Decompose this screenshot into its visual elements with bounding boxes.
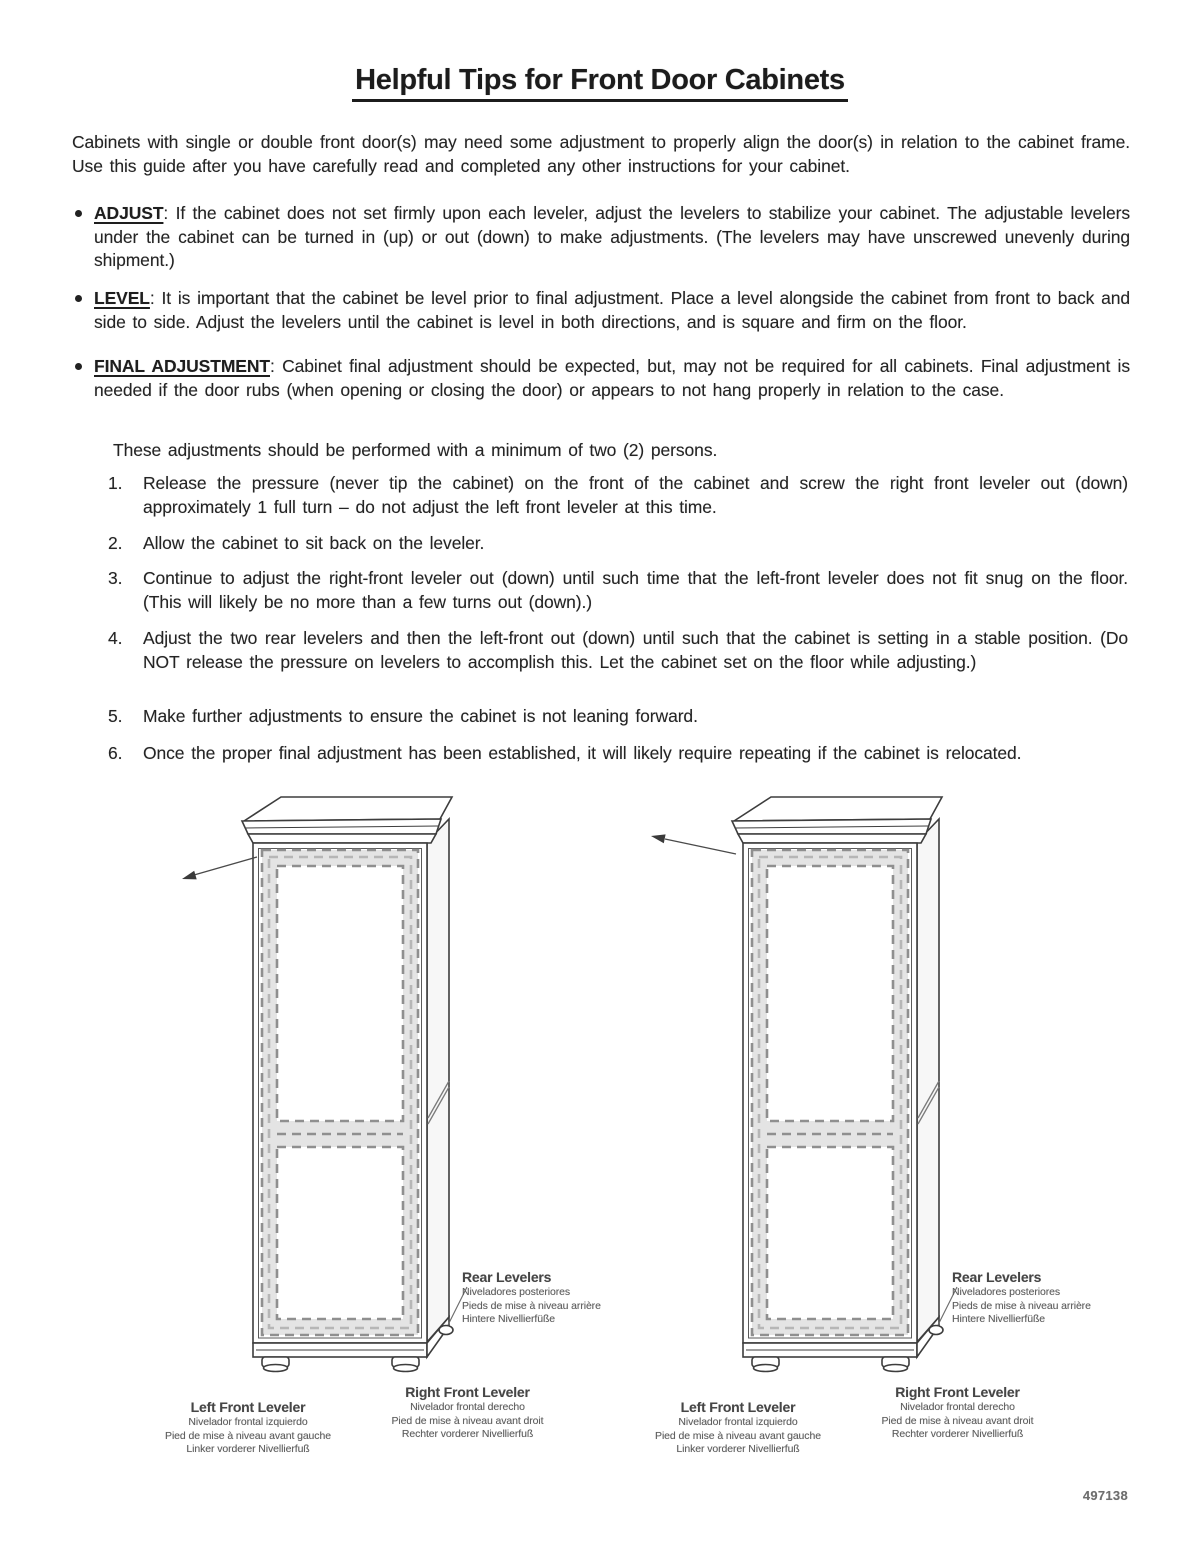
label-title: Left Front Leveler: [680, 1399, 796, 1415]
bullet-level: [74, 287, 1130, 334]
step-4: [108, 627, 1128, 674]
label-translation: Pieds de mise à niveau arrière: [462, 1299, 601, 1312]
label-translation: Pied de mise à niveau avant gauche: [655, 1429, 821, 1442]
step-number: 6.: [108, 743, 123, 763]
bullet-text: : It is important that the cabinet be level prior to final adjustment. Place a level alongside the cabinet from front to back and side to side. Adjust the levelers until the cabinet is level in both directions, and is square and firm on the floor.: [94, 288, 1130, 332]
label-title: Rear Levelers: [462, 1269, 552, 1285]
label-translation: Hintere Nivellierfüße: [952, 1313, 1046, 1325]
label-translation: Niveladores posteriores: [462, 1286, 571, 1298]
step-text: Make further adjustments to ensure the cabinet is not leaning forward.: [143, 706, 698, 726]
bullet-dot: [75, 363, 82, 370]
step-2: [108, 532, 1128, 556]
step-3: [108, 567, 1128, 614]
step-text: Once the proper final adjustment has been established, it will likely require repeating if the cabinet is relocated.: [143, 743, 1022, 763]
cabinet-diagram: [640, 790, 985, 1400]
label-translation: Pied de mise à niveau avant droit: [881, 1414, 1034, 1427]
bullet-dot: [75, 295, 82, 302]
step-5: [108, 705, 1128, 729]
label-translation: Pied de mise à niveau avant droit: [391, 1414, 544, 1427]
label-title: Rear Levelers: [952, 1269, 1042, 1285]
label-translation: Niveladores posteriores: [952, 1286, 1061, 1298]
step-number: 1.: [108, 473, 123, 493]
step-number: 3.: [108, 568, 123, 588]
figure-right-cabinet: [640, 790, 1091, 1490]
label-translation: Nivelador frontal derecho: [900, 1401, 1015, 1413]
pointer-arrow-icon: [182, 857, 257, 879]
label-title: Left Front Leveler: [190, 1399, 306, 1415]
step-text: Release the pressure (never tip the cabinet) on the front of the cabinet and screw the right front leveler out (down) approximately 1 full turn – do not adjust the left front leveler at this time.: [143, 473, 1128, 517]
label-title: Right Front Leveler: [405, 1384, 530, 1400]
bullet-dot: [75, 210, 82, 217]
cabinet-diagram: [150, 790, 495, 1400]
label-right-front-leveler: [340, 1384, 595, 1442]
label-translation: Nivelador frontal izquierdo: [678, 1416, 798, 1428]
pointer-arrow-icon: [651, 834, 736, 854]
page-title-text: Helpful Tips for Front Door Cabinets: [352, 64, 848, 102]
step-text: Allow the cabinet to sit back on the leveler.: [143, 533, 485, 553]
label-translation: Rechter vorderer Nivellierfuß: [401, 1428, 534, 1440]
note-two-persons: These adjustments should be performed with a minimum of two (2) persons.: [113, 440, 718, 460]
bullet-text: : If the cabinet does not set firmly upon each leveler, adjust the levelers to stabilize your cabinet. The adjustable levelers under the cabinet can be turned in (up) or out (down) to make adjustments. (The levelers may have unscrewed unevenly during shipment.): [94, 203, 1130, 270]
label-translation: Hintere Nivellierfüße: [462, 1313, 556, 1325]
bullet-final-adjustment: [74, 355, 1130, 402]
label-title: Right Front Leveler: [895, 1384, 1020, 1400]
step-text: Continue to adjust the right-front leveler out (down) until such time that the left-front leveler does not fit snug on the floor. (This will likely be no more than a few turns out (down).): [143, 568, 1128, 612]
step-number: 5.: [108, 706, 123, 726]
label-translation: Nivelador frontal izquierdo: [188, 1416, 308, 1428]
step-number: 2.: [108, 533, 123, 553]
bullet-heading: FINAL ADJUSTMENT: [94, 356, 270, 376]
document-number: 497138: [1082, 1488, 1128, 1503]
step-6: [108, 742, 1128, 766]
label-translation: Rechter vorderer Nivellierfuß: [891, 1428, 1024, 1440]
label-translation: Pieds de mise à niveau arrière: [952, 1299, 1091, 1312]
page-title: [0, 64, 1200, 97]
label-translation: Linker vorderer Nivellierfuß: [676, 1443, 800, 1455]
bullet-text: : Cabinet final adjustment should be expected, but, may not be required for all cabinets. Final adjustment is needed if the door rubs (when opening or closing the door) or appears to not hang properly in relation to the case.: [94, 356, 1130, 400]
label-left-front-leveler: [128, 1399, 368, 1457]
step-1: [108, 472, 1128, 519]
bullet-heading: ADJUST: [94, 203, 164, 223]
label-translation: Pied de mise à niveau avant gauche: [165, 1429, 331, 1442]
label-translation: Linker vorderer Nivellierfuß: [186, 1443, 310, 1455]
label-left-front-leveler: [618, 1399, 858, 1457]
label-right-front-leveler: [830, 1384, 1085, 1442]
label-rear-levelers: [952, 1269, 1167, 1327]
bullet-heading: LEVEL: [94, 288, 150, 308]
step-number: 4.: [108, 628, 123, 648]
intro-paragraph: Cabinets with single or double front door(s) may need some adjustment to properly align the door(s) in relation to the cabinet frame. Use this guide after you have carefully read and completed any other instructions for your cabinet.: [72, 132, 1130, 176]
label-translation: Nivelador frontal derecho: [410, 1401, 525, 1413]
figure-left-cabinet: [150, 790, 601, 1490]
bullet-adjust: [74, 202, 1130, 273]
step-text: Adjust the two rear levelers and then the left-front out (down) until such that the cabinet is setting in a stable position. (Do NOT release the pressure on levelers to accomplish this. Let the cabinet set on the floor while adjusting.): [143, 628, 1128, 672]
